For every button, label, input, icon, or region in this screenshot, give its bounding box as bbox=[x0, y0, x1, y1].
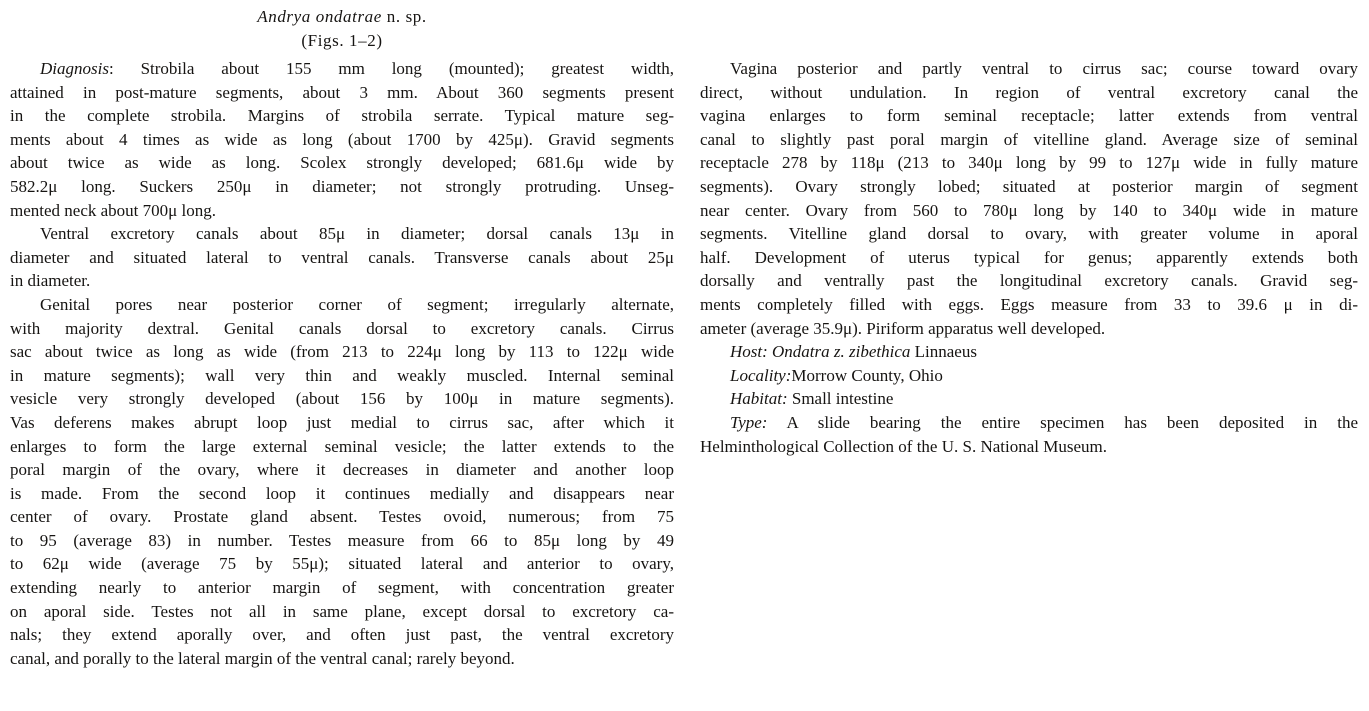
text-line: ameter (average 35.9μ). Piriform apparatus well developed. bbox=[700, 318, 1106, 338]
text-line: center of ovary. Prostate gland absent. Testes ovoid, numerous; from 75 bbox=[10, 507, 674, 527]
text-line: vesicle very strongly developed (about 156 by 100μ in mature segments). bbox=[10, 389, 674, 409]
text-line: to 95 (average 83) in number. Testes measure from 66 to 85μ long by 49 bbox=[10, 530, 674, 550]
paragraph bbox=[700, 340, 1358, 364]
paragraph bbox=[700, 364, 1358, 388]
text-line: canal to slightly past poral margin of vitelline gland. Average size of seminal bbox=[700, 129, 1358, 149]
text-line: dorsally and ventrally past the longitudinal excretory canals. Gravid seg- bbox=[700, 271, 1358, 291]
species-title bbox=[10, 5, 674, 29]
text-line: Diagnosis: Strobila about 155 mm long (mounted); greatest width, bbox=[40, 59, 674, 78]
text-line: on aporal side. Testes not all in same plane, except dorsal to excretory ca- bbox=[10, 601, 674, 621]
text-line: ments completely filled with eggs. Eggs measure from 33 to 39.6 μ in di- bbox=[700, 294, 1358, 314]
text-line: ments about 4 times as wide as long (about 1700 by 425μ). Gravid segments bbox=[10, 129, 674, 149]
text-line: receptacle 278 by 118μ (213 to 340μ long by 99 to 127μ wide in fully mature bbox=[700, 153, 1358, 173]
paragraph bbox=[10, 57, 674, 222]
text-line: Type: A slide bearing the entire specimen has been deposited in the bbox=[730, 412, 1358, 432]
text-line: Locality:Morrow County, Ohio bbox=[730, 365, 943, 385]
text-line: extending nearly to anterior margin of segment, with concentration greater bbox=[10, 578, 674, 598]
text-line: canal, and porally to the lateral margin of the ventral canal; rarely beyond. bbox=[10, 648, 515, 668]
text-line: 582.2μ long. Suckers 250μ in diameter; not strongly protruding. Unseg- bbox=[10, 176, 674, 196]
figures-caption: (Figs. 1–2) bbox=[301, 30, 383, 50]
text-line: Genital pores near posterior corner of segment; irregularly alternate, bbox=[40, 294, 674, 314]
text-line: in diameter. bbox=[10, 271, 91, 291]
paragraph bbox=[700, 411, 1358, 458]
text-line: about twice as wide as long. Scolex strongly developed; 681.6μ wide by bbox=[10, 153, 674, 173]
species-name: Andrya ondatrae bbox=[257, 7, 382, 26]
text-line: sac about twice as long as wide (from 213 to 224μ long by 113 to 122μ wide bbox=[10, 342, 674, 362]
text-line: mented neck about 700μ long. bbox=[10, 200, 216, 220]
text-line: in mature segments); wall very thin and weakly muscled. Internal seminal bbox=[10, 365, 674, 385]
text-line: in the complete strobila. Margins of strobila serrate. Typical mature seg- bbox=[10, 106, 674, 126]
text-line: Helminthological Collection of the U. S. National Museum. bbox=[700, 436, 1107, 456]
text-line: diameter and situated lateral to ventral canals. Transverse canals about 25μ bbox=[10, 247, 674, 267]
paragraph bbox=[10, 293, 674, 671]
text-line: enlarges to form the large external seminal vesicle; the latter extends to the bbox=[10, 436, 674, 456]
text-line: with majority dextral. Genital canals dorsal to excretory canals. Cirrus bbox=[10, 318, 674, 338]
text-line: Habitat: Small intestine bbox=[730, 389, 894, 409]
text-line: direct, without undulation. In region of ventral excretory canal the bbox=[700, 82, 1358, 102]
title-block bbox=[10, 5, 674, 52]
text-line: segments). Ovary strongly lobed; situated at posterior margin of segment bbox=[700, 176, 1358, 196]
species-title-suffix: n. sp. bbox=[381, 7, 427, 26]
paragraph bbox=[700, 57, 1358, 340]
text-line: is made. From the second loop it continues medially and disappears near bbox=[10, 483, 674, 503]
paragraph bbox=[700, 387, 1358, 411]
text-line: Vas deferens makes abrupt loop just medial to cirrus sac, after which it bbox=[10, 412, 674, 432]
text-line: attained in post-mature segments, about 3 mm. About 360 segments present bbox=[10, 82, 674, 102]
text-line: segments. Vitelline gland dorsal to ovary, with greater volume in aporal bbox=[700, 224, 1358, 244]
text-line: Vagina posterior and partly ventral to cirrus sac; course toward ovary bbox=[730, 59, 1358, 78]
left-column bbox=[10, 57, 674, 670]
text-line: poral margin of the ovary, where it decreases in diameter and another loop bbox=[10, 460, 674, 480]
text-line: vagina enlarges to form seminal receptacle; latter extends from ventral bbox=[700, 106, 1358, 126]
text-line: half. Development of uterus typical for genus; apparently extends both bbox=[700, 247, 1358, 267]
text-line: Ventral excretory canals about 85μ in diameter; dorsal canals 13μ in bbox=[40, 224, 674, 244]
text-line: Host: Ondatra z. zibethica Linnaeus bbox=[730, 342, 977, 362]
paragraph bbox=[10, 222, 674, 293]
text-line: nals; they extend aporally over, and often just past, the ventral excretory bbox=[10, 625, 674, 645]
text-line: near center. Ovary from 560 to 780μ long by 140 to 340μ wide in mature bbox=[700, 200, 1358, 220]
right-column bbox=[700, 57, 1358, 458]
text-line: to 62μ wide (average 75 by 55μ); situated lateral and anterior to ovary, bbox=[10, 554, 674, 574]
